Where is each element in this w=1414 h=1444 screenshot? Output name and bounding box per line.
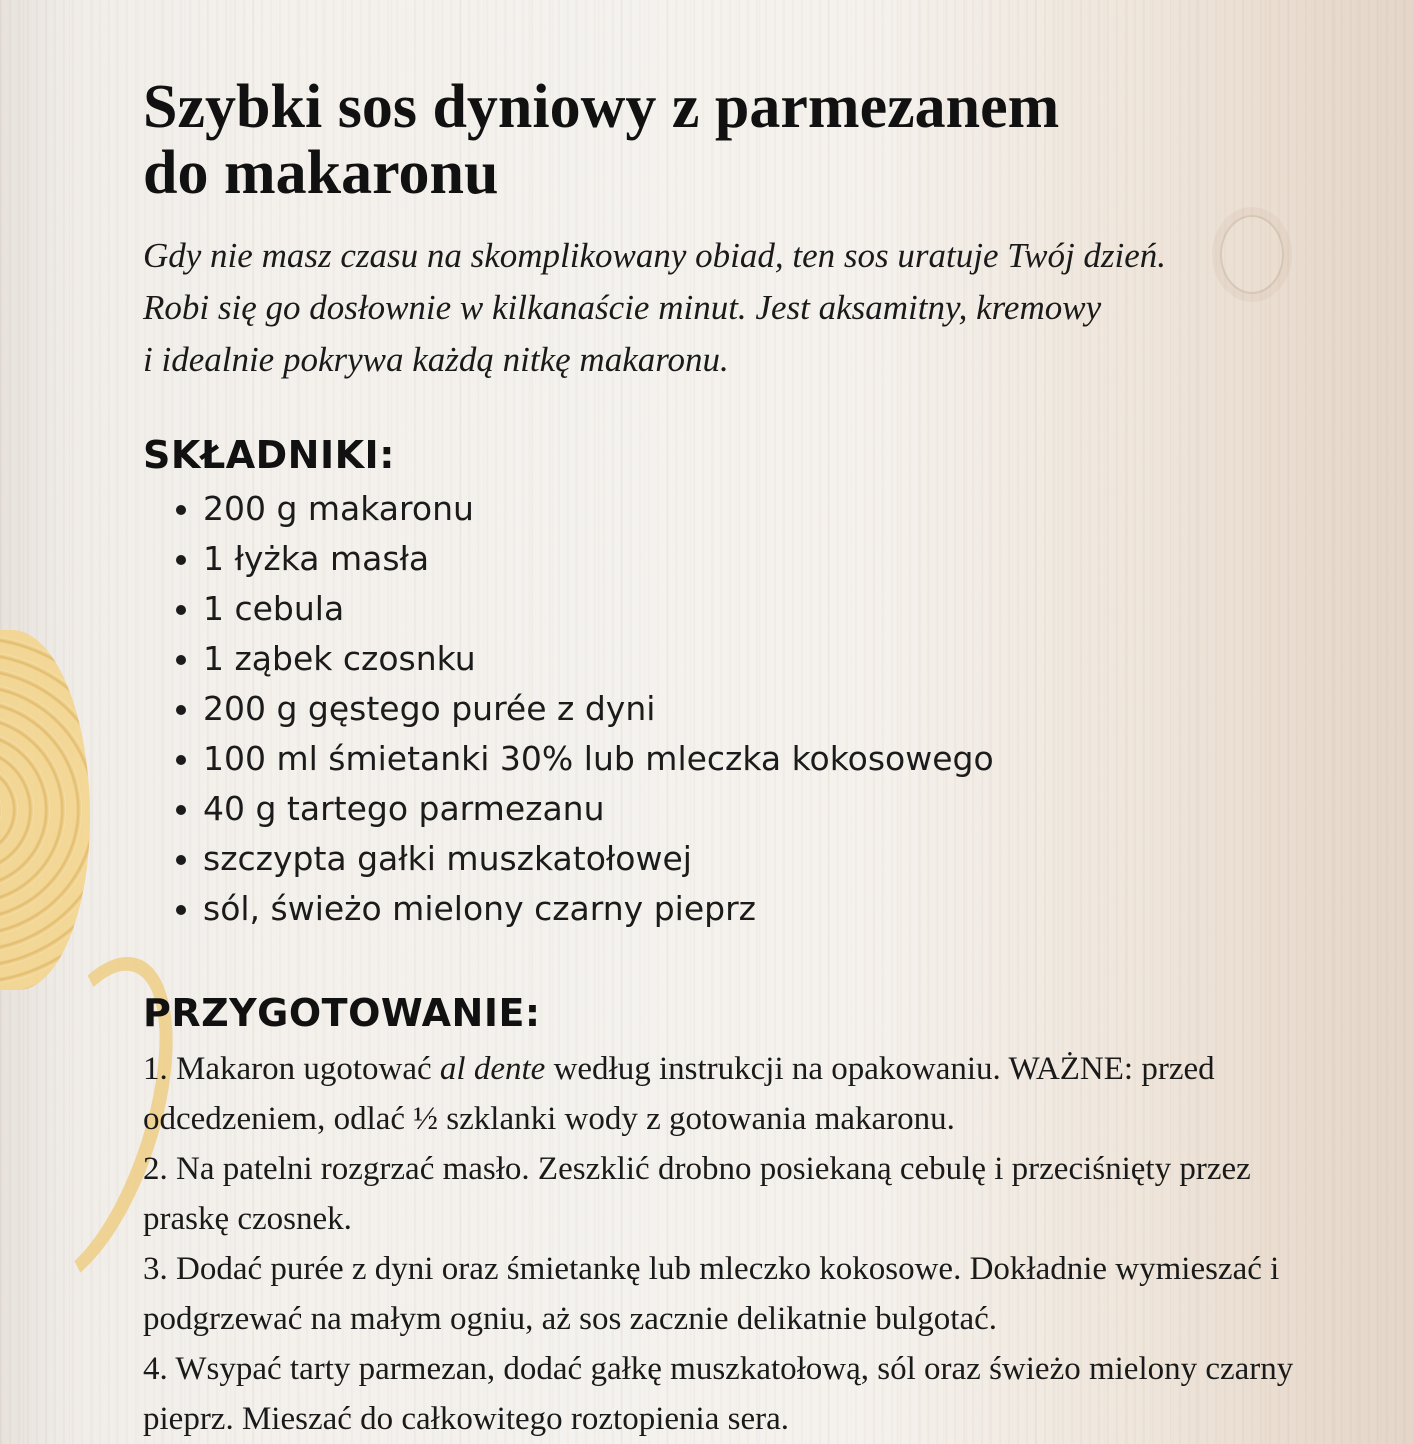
ingredient-item: • 1 cebula [203,584,1343,634]
step-1-prefix: 1. Makaron ugotować [143,1051,440,1087]
ingredient-item: • 200 g gęstego purée z dyni [203,684,1343,734]
step-1-italic: al dente [439,1051,546,1087]
recipe-title-line1: Szybki sos dyniowy z parmezanem [143,73,1060,141]
intro-line: Robi się go dosłownie w kilkanaście minut. Jest aksamitny, kremowy [143,288,1102,327]
recipe-title [143,74,1343,206]
step-4: 4. Wsypać tarty parmezan, dodać gałkę muszkatołową, sól oraz świeżo mielony czarny pieprz. Mieszać do całkowitego roztopienia sera. [143,1351,1294,1437]
step-1 [143,1044,1343,1144]
step-1-suffix: według instrukcji na opakowaniu. WAŻNE: przed odcedzeniem, odlać ½ szklanki wody z gotowania makaronu. [143,1051,1215,1137]
ingredient-item: • 200 g makaronu [203,484,1343,534]
step-3: 3. Dodać purée z dyni oraz śmietankę lub mleczko kokosowe. Dokładnie wymieszać i podgrzewać na małym ogniu, aż sos zacznie delikatnie bulgotać. [143,1251,1280,1337]
preparation-steps [143,1044,1343,1444]
intro-line: Gdy nie masz czasu na skomplikowany obiad, ten sos uratuje Twój dzień. [143,236,1167,275]
recipe-title-line2: do makaronu [143,139,499,207]
recipe-card [143,74,1343,1444]
ingredient-item: • szczypta gałki muszkatołowej [203,834,1343,884]
ingredient-item: • 100 ml śmietanki 30% lub mleczka kokosowego [203,734,1343,784]
preparation-heading: PRZYGOTOWANIE: [143,991,541,1035]
ingredient-item: • sól, świeżo mielony czarny pieprz [203,884,1343,934]
ingredients-list [143,484,1343,934]
step-2: 2. Na patelni rozgrzać masło. Zeszklić drobno posiekaną cebulę i przeciśnięty przez praskę czosnek. [143,1151,1251,1237]
ingredients-heading: SKŁADNIKI: [143,433,395,477]
ingredient-item: • 40 g tartego parmezanu [203,784,1343,834]
ingredient-item: • 1 ząbek czosnku [203,634,1343,684]
recipe-intro [143,230,1343,386]
intro-line: i idealnie pokrywa każdą nitkę makaronu. [143,340,729,379]
pasta-nest-image [0,630,90,990]
ingredient-item: • 1 łyżka masła [203,534,1343,584]
